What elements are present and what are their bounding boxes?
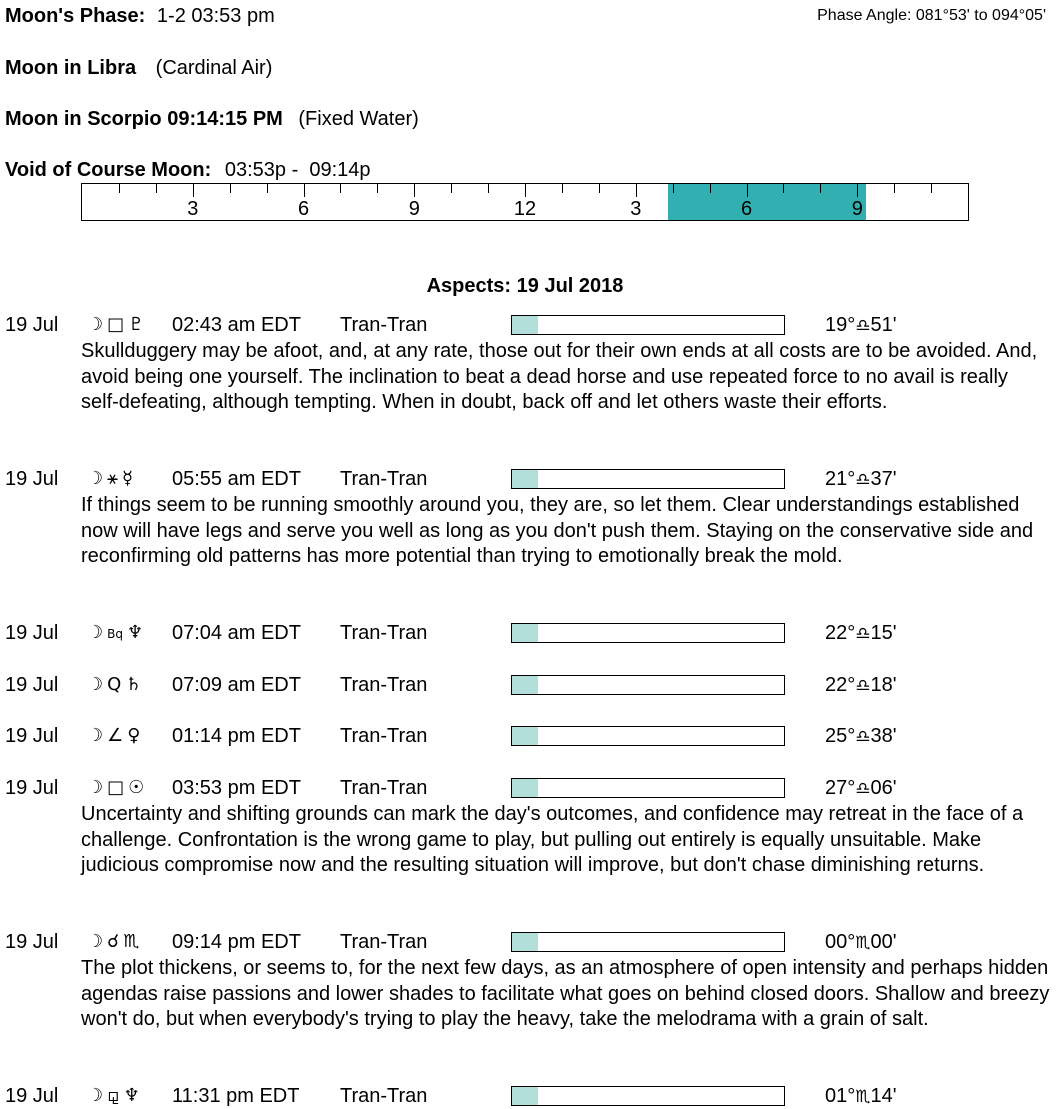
sesquiquadrate-aspect-icon: ⚼ [107, 1085, 120, 1106]
aspect-glyphs [87, 724, 144, 748]
aspect-kind: Tran-Tran [340, 468, 428, 490]
hour-tick [488, 184, 489, 193]
aspect-description: Uncertainty and shifting grounds can mark the day's outcomes, and confidence may retreat in the face of a challenge. Confrontation is the wrong game to play, but pulling out entirely is equally unsuitable. Make judicious compromise now and the resulting situation will improve, but don't chase diminishing returns. [81, 803, 1024, 876]
sun-icon: ☉ [128, 777, 145, 798]
aspect-position [825, 621, 897, 646]
aspect-strength-fill [512, 727, 538, 745]
hour-tick [931, 184, 932, 193]
neptune-icon: ♆ [127, 622, 144, 643]
saturn-icon: ♄ [125, 674, 142, 695]
scorpio-icon: ♏ [123, 931, 140, 952]
aspect-strength-fill [512, 676, 538, 694]
square-aspect-icon: □ [107, 314, 125, 335]
aspect-strength-bar [511, 675, 785, 695]
aspect-strength-bar [511, 1086, 785, 1106]
aspect-time: 11:31 pm EDT [172, 1085, 300, 1107]
aspect-strength-bar [511, 932, 785, 952]
hour-label: 9 [851, 198, 863, 220]
hour-label: 3 [187, 198, 199, 220]
semisquare-aspect-icon: ∠ [107, 725, 124, 746]
aspect-position [825, 724, 897, 749]
aspect-kind: Tran-Tran [340, 777, 428, 799]
moon-icon: ☽ [87, 931, 104, 952]
aspect-strength-fill [512, 933, 538, 951]
aspect-strength-fill [512, 470, 538, 488]
void-of-course-timeline [81, 183, 969, 221]
hour-tick [119, 184, 120, 193]
aspect-time: 03:53 pm EDT [172, 777, 301, 799]
aspect-strength-bar [511, 623, 785, 643]
biquintile-aspect-icon: Bq [107, 627, 123, 641]
hour-label: 9 [408, 198, 420, 220]
hour-tick [747, 184, 748, 197]
hour-tick [340, 184, 341, 193]
aspect-strength-fill [512, 1087, 538, 1105]
square-aspect-icon: □ [107, 777, 125, 798]
position-degree: 25° [825, 725, 856, 747]
moon-ingress-label: Moon in Scorpio 09:14:15 PM [5, 108, 283, 130]
moon-icon: ☽ [87, 1085, 104, 1106]
aspect-glyphs [87, 1084, 144, 1108]
aspect-date: 19 Jul [5, 725, 59, 747]
aspect-strength-bar [511, 315, 785, 335]
moon-icon: ☽ [87, 622, 104, 643]
hour-label: 6 [297, 198, 310, 220]
aspect-kind: Tran-Tran [340, 1085, 428, 1107]
hour-tick [193, 184, 194, 197]
voc-band [668, 184, 866, 220]
moon-icon: ☽ [87, 314, 104, 335]
aspect-position [825, 930, 897, 955]
aspect-position [825, 1084, 897, 1109]
libra-icon: ♎ [855, 676, 871, 696]
pluto-icon: ♇ [128, 314, 145, 335]
hour-tick [414, 184, 415, 197]
moon-sign-quality: (Cardinal Air) [155, 57, 273, 79]
voc-value: 03:53p - 09:14p [224, 159, 371, 181]
aspect-strength-fill [512, 316, 538, 334]
position-degree: 01° [825, 1085, 856, 1107]
aspect-description: The plot thickens, or seems to, for the next few days, as an atmosphere of open intensity and perhaps hidden agendas raise passions and lower shades to facilitate what goes on behind closed doors. Shallow and breezy won't do, but when everybody's trying to play the heavy, take the melodrama with a grain of salt. [81, 957, 1050, 1030]
venus-icon: ♀ [127, 725, 141, 746]
aspect-date: 19 Jul [5, 674, 59, 696]
position-minute: 06' [870, 777, 897, 799]
scorpio-icon: ♏ [855, 933, 871, 953]
libra-icon: ♎ [855, 779, 871, 799]
libra-icon: ♎ [855, 470, 871, 490]
moon-phase-value: 1-2 03:53 pm [156, 5, 275, 27]
aspects-title: Aspects: 19 Jul 2018 [426, 275, 624, 297]
hour-tick [894, 184, 895, 193]
aspect-strength-bar [511, 778, 785, 798]
moon-sign-line [5, 56, 272, 80]
aspect-date: 19 Jul [5, 777, 59, 799]
aspect-glyphs [87, 467, 137, 491]
position-minute: 51' [870, 314, 897, 336]
aspect-description: Skullduggery may be afoot, and, at any rate, those out for their own ends at all costs are to be avoided. And, avoid being one yourself. The inclination to beat a dead horse and use repeated force to no avail is really self-defeating, although tempting. When in doubt, back off and let others waste their efforts. [81, 340, 1038, 413]
aspect-time: 01:14 pm EDT [172, 725, 301, 747]
position-minute: 15' [870, 622, 897, 644]
hour-label: 6 [740, 198, 753, 220]
aspect-date: 19 Jul [5, 622, 59, 644]
voc-label: Void of Course Moon: [5, 159, 212, 181]
aspect-date: 19 Jul [5, 931, 59, 953]
aspect-position [825, 313, 897, 338]
hour-tick [673, 184, 674, 193]
hour-tick [820, 184, 821, 193]
sextile-aspect-icon: ⚹ [107, 468, 118, 489]
aspect-kind: Tran-Tran [340, 931, 428, 953]
position-degree: 21° [825, 468, 856, 490]
aspect-date: 19 Jul [5, 1085, 59, 1107]
moon-ingress-line [5, 107, 419, 131]
hour-tick [377, 184, 378, 193]
position-degree: 00° [825, 931, 856, 953]
aspect-strength-fill [512, 624, 538, 642]
libra-icon: ♎ [855, 624, 871, 644]
position-degree: 19° [825, 314, 856, 336]
hour-tick [636, 184, 637, 197]
position-minute: 14' [870, 1085, 897, 1107]
aspect-strength-bar [511, 469, 785, 489]
aspect-time: 05:55 am EDT [172, 468, 301, 490]
aspect-kind: Tran-Tran [340, 725, 428, 747]
aspect-glyphs [87, 930, 143, 954]
conjunction-aspect-icon: ☌ [107, 931, 120, 952]
aspect-strength-bar [511, 726, 785, 746]
aspect-glyphs [87, 673, 145, 697]
aspect-date: 19 Jul [5, 468, 59, 490]
moon-icon: ☽ [87, 777, 104, 798]
hour-tick [783, 184, 784, 193]
hour-tick [710, 184, 711, 193]
hour-tick [156, 184, 157, 193]
hour-tick [267, 184, 268, 193]
aspect-time: 09:14 pm EDT [172, 931, 301, 953]
hour-tick [230, 184, 231, 193]
aspect-position [825, 776, 897, 801]
aspect-position [825, 673, 897, 698]
aspect-time: 07:09 am EDT [172, 674, 301, 696]
moon-icon: ☽ [87, 674, 104, 695]
moon-phase-line [5, 4, 275, 28]
aspect-kind: Tran-Tran [340, 674, 428, 696]
scorpio-icon: ♏ [855, 1087, 871, 1107]
hour-label: 12 [513, 198, 537, 220]
hour-tick [304, 184, 305, 197]
aspect-position [825, 467, 897, 492]
void-of-course-line [5, 158, 371, 182]
aspect-description: If things seem to be running smoothly around you, they are, so let them. Clear understandings established now will have legs and serve you well as long as you don't push them. Staying on the conservative side and reconfirming old patterns has more potential than trying to emotionally break the mold. [81, 494, 1034, 567]
aspect-time: 07:04 am EDT [172, 622, 301, 644]
position-degree: 22° [825, 622, 856, 644]
moon-icon: ☽ [87, 725, 104, 746]
hour-tick [562, 184, 563, 193]
moon-phase-label: Moon's Phase: [5, 5, 146, 27]
neptune-icon: ♆ [123, 1085, 140, 1106]
libra-icon: ♎ [855, 316, 871, 336]
position-minute: 38' [870, 725, 897, 747]
aspect-date: 19 Jul [5, 314, 59, 336]
hour-tick [525, 184, 526, 197]
position-degree: 22° [825, 674, 856, 696]
aspect-kind: Tran-Tran [340, 622, 428, 644]
hour-label: 3 [630, 198, 642, 220]
moon-ingress-quality: (Fixed Water) [298, 108, 419, 130]
aspect-kind: Tran-Tran [340, 314, 428, 336]
moon-sign-label: Moon in Libra [5, 57, 137, 79]
position-minute: 00' [870, 931, 897, 953]
aspect-glyphs [87, 621, 147, 646]
hour-tick [451, 184, 452, 193]
mercury-icon: ☿ [121, 468, 134, 489]
phase-angle: Phase Angle: 081°53' to 094°05' [817, 7, 1046, 24]
quintile-aspect-icon: Q [107, 674, 122, 695]
aspect-strength-fill [512, 779, 538, 797]
aspect-glyphs [87, 776, 148, 800]
position-minute: 18' [870, 674, 897, 696]
hour-tick [599, 184, 600, 193]
position-minute: 37' [870, 468, 897, 490]
libra-icon: ♎ [855, 727, 871, 747]
aspect-glyphs [87, 313, 148, 337]
position-degree: 27° [825, 777, 856, 799]
moon-icon: ☽ [87, 468, 104, 489]
hour-tick [857, 184, 858, 197]
aspect-time: 02:43 am EDT [172, 314, 301, 336]
